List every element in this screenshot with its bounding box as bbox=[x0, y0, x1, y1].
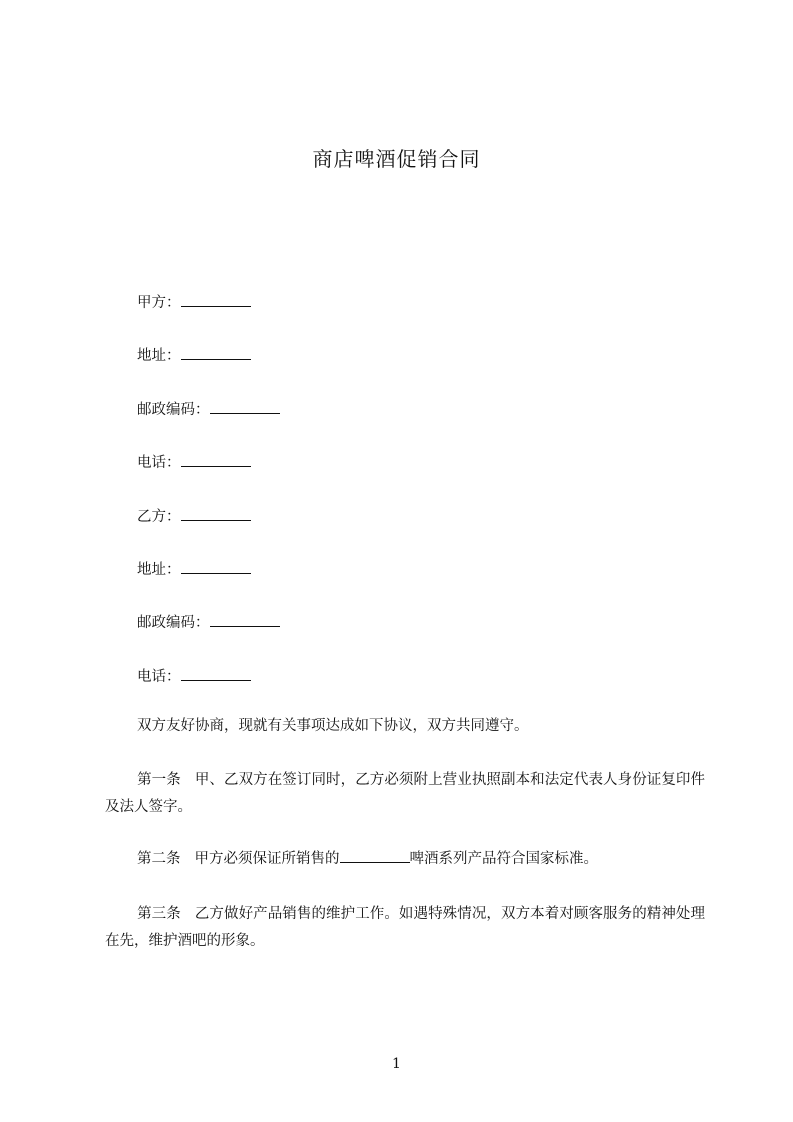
party-b-phone-field bbox=[137, 666, 251, 687]
field-label: 电话： bbox=[137, 669, 181, 685]
clause-1 bbox=[105, 767, 705, 821]
fill-blank bbox=[181, 452, 251, 467]
clause-3 bbox=[105, 901, 705, 955]
document-title: 商店啤酒促销合同 bbox=[312, 147, 481, 171]
clause-label: 第三条 bbox=[137, 906, 181, 922]
clause-text-after: 啤酒系列产品符合国家标准。 bbox=[409, 851, 598, 867]
party-a-postcode-field bbox=[137, 399, 280, 420]
fill-blank bbox=[210, 612, 280, 627]
field-label: 甲方： bbox=[137, 295, 181, 311]
field-label: 乙方： bbox=[137, 509, 181, 525]
party-a-phone-field bbox=[137, 452, 251, 473]
fill-blank bbox=[181, 559, 251, 574]
fill-blank bbox=[181, 345, 251, 360]
clause-label: 第一条 bbox=[137, 772, 181, 788]
clause-label: 第二条 bbox=[137, 851, 181, 867]
field-label: 地址： bbox=[137, 348, 181, 364]
fill-blank bbox=[181, 506, 251, 521]
field-label: 电话： bbox=[137, 455, 181, 471]
party-b-postcode-field bbox=[137, 612, 280, 633]
clause-text: 甲、乙双方在签订同时，乙方必须附上营业执照副本和法定代表人身份证复印件及法人签字。 bbox=[105, 772, 706, 815]
field-label: 地址： bbox=[137, 562, 181, 578]
party-b-field bbox=[137, 506, 251, 527]
fill-blank bbox=[340, 848, 410, 863]
fill-blank bbox=[181, 292, 251, 307]
field-label: 邮政编码： bbox=[137, 402, 210, 418]
party-a-address-field bbox=[137, 345, 251, 366]
clause-text-before: 甲方必须保证所销售的 bbox=[194, 851, 340, 867]
clause-2 bbox=[105, 846, 705, 873]
party-b-address-field bbox=[137, 559, 251, 580]
intro-text: 双方友好协商，现就有关事项达成如下协议，双方共同遵守。 bbox=[137, 718, 529, 734]
page-number: 1 bbox=[392, 1056, 401, 1072]
clause-text: 乙方做好产品销售的维护工作。如遇特殊情况，双方本着对顾客服务的精神处理在先，维护酒吧的形象。 bbox=[105, 906, 706, 949]
party-a-field bbox=[137, 292, 251, 313]
fill-blank bbox=[181, 666, 251, 681]
intro-paragraph bbox=[105, 713, 705, 740]
field-label: 邮政编码： bbox=[137, 615, 210, 631]
fill-blank bbox=[210, 399, 280, 414]
